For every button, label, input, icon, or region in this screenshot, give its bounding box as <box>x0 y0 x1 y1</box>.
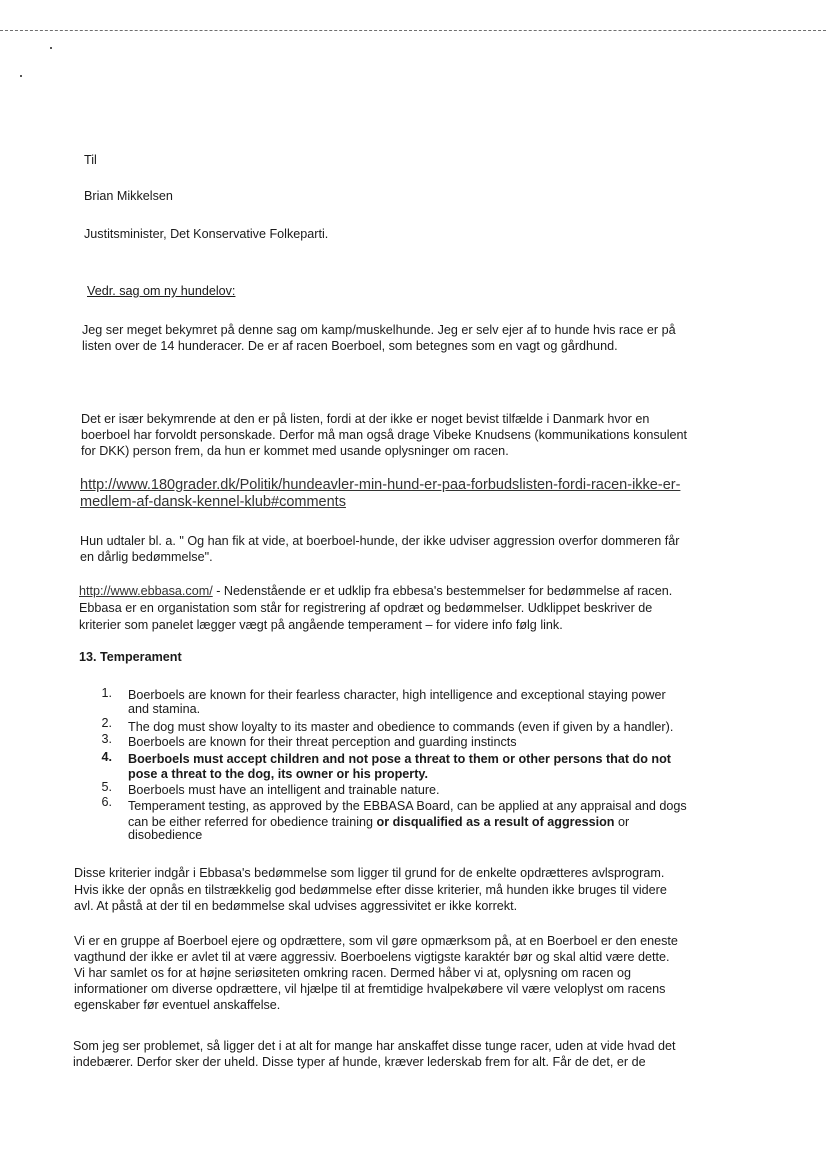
paragraph-line: kriterier som panelet lægger vægt på angående temperament – for videre info følg link. <box>79 618 563 632</box>
list-number: 1. <box>101 686 112 700</box>
paragraph-line: Som jeg ser problemet, så ligger det i at alt for mange har anskaffet disse tunge racer, uden at vide hvad det <box>73 1039 676 1053</box>
paragraph-line: Disse kriterier indgår i Ebbasa's bedømmelse som ligger til grund for de enkelte opdrætteres avlsprogram. <box>74 866 665 880</box>
paragraph-line: Ebbasa er en organistation som står for registrering af opdræt og bedømmelser. Udklippet beskriver de <box>79 601 653 615</box>
scan-speck <box>20 75 22 77</box>
paragraph-line: vagthund der ikke er avlet til at være aggressiv. Boerboelens vigtigste karaktér bør og skal altid være dette. <box>74 950 670 964</box>
list-number: 3. <box>101 732 112 746</box>
paragraph-line: informationer om diverse opdrættere, vil hjælpe til at fremtidige hvalpekøbere vil være veloplyst om racens <box>74 982 666 996</box>
list-item-line: The dog must show loyalty to its master and obedience to commands (even if given by a handler). <box>128 720 674 734</box>
list-text: or <box>614 815 630 829</box>
scan-speck <box>50 47 52 49</box>
recipient-title: Justitsminister, Det Konservative Folkeparti. <box>84 227 329 241</box>
list-number: 5. <box>101 780 112 794</box>
list-text-bold: or disqualified as a result of aggression <box>376 815 615 829</box>
quote-line: Hun udtaler bl. a. " Og han fik at vide, at boerboel-hunde, der ikke udviser aggression overfor dommeren får <box>80 534 680 548</box>
paragraph-line: avl. At påstå at der til en bedømmelse skal udvises aggressivitet er ikke korrekt. <box>74 899 518 913</box>
section-title: 13. Temperament <box>79 650 182 664</box>
list-number: 4. <box>101 750 112 764</box>
paragraph-line: Hvis ikke der opnås en tilstrækkelig god bedømmelse efter disse kriterier, må hunden ikke bruges til videre <box>74 883 667 897</box>
list-item-line: Boerboels are known for their threat perception and guarding instincts <box>128 735 517 749</box>
list-item-line: Temperament testing, as approved by the EBBASA Board, can be applied at any appraisal and dogs <box>128 799 687 813</box>
list-item-line: Boerboels must have an intelligent and trainable nature. <box>128 783 440 797</box>
list-number: 2. <box>101 716 112 730</box>
paragraph-line: Det er især bekymrende at den er på listen, fordi at der ikke er noget bevist tilfælde i Danmark hvor en <box>81 412 650 426</box>
ebbasa-line <box>79 584 672 599</box>
recipient-prefix: Til <box>84 153 97 167</box>
list-item-line: disobedience <box>128 828 203 842</box>
article-link[interactable]: medlem-af-dansk-kennel-klub#comments <box>80 494 346 510</box>
list-item-line: and stamina. <box>128 702 201 716</box>
list-item-line: Boerboels are known for their fearless character, high intelligence and exceptional staying power <box>128 688 666 702</box>
quote-line: en dårlig bedømmelse". <box>80 550 213 564</box>
paragraph-line: Jeg ser meget bekymret på denne sag om kamp/muskelhunde. Jeg er selv ejer af to hunde hvis race er på <box>82 323 676 337</box>
ebbasa-text: - Nedenstående er et udklip fra ebbesa's bestemmelser for bedømmelse af racen. <box>212 584 673 598</box>
article-link[interactable]: http://www.180grader.dk/Politik/hundeavler-min-hund-er-paa-forbudslisten-fordi-racen-ikke-er- <box>80 477 681 493</box>
paragraph-line: listen over de 14 hunderacer. De er af racen Boerboel, som betegnes som en vagt og gårdhund. <box>82 339 618 353</box>
list-number: 6. <box>101 795 112 809</box>
list-item-line: Boerboels must accept children and not pose a threat to them or other persons that do not <box>128 752 671 766</box>
list-item-line: pose a threat to the dog, its owner or his property. <box>128 767 428 781</box>
list-text: can be either referred for obedience training <box>128 815 377 829</box>
paragraph-line: boerboel har forvoldt personskade. Derfor må man også drage Vibeke Knudsens (kommunikations konsulent <box>81 428 688 442</box>
paragraph-line: Vi er en gruppe af Boerboel ejere og opdrættere, som vil gøre opmærksom på, at en Boerboel er den eneste <box>74 934 678 948</box>
scan-edge-line <box>0 30 826 31</box>
paragraph-line: egenskaber før eventuel anskaffelse. <box>74 998 281 1012</box>
list-item-line <box>128 815 629 830</box>
subject-line: Vedr. sag om ny hundelov: <box>87 284 236 298</box>
paragraph-line: Vi har samlet os for at højne seriøsiteten omkring racen. Dermed håber vi at, oplysning om racen og <box>74 966 631 980</box>
paragraph-line: for DKK) person frem, da hun er kommet med usande oplysninger om racen. <box>81 444 509 458</box>
ebbasa-link[interactable]: http://www.ebbasa.com/ <box>79 584 213 598</box>
recipient-name: Brian Mikkelsen <box>84 189 173 203</box>
paragraph-line: indebærer. Derfor sker der uheld. Disse typer af hunde, kræver lederskab frem for alt. Får de det, er de <box>73 1055 646 1069</box>
